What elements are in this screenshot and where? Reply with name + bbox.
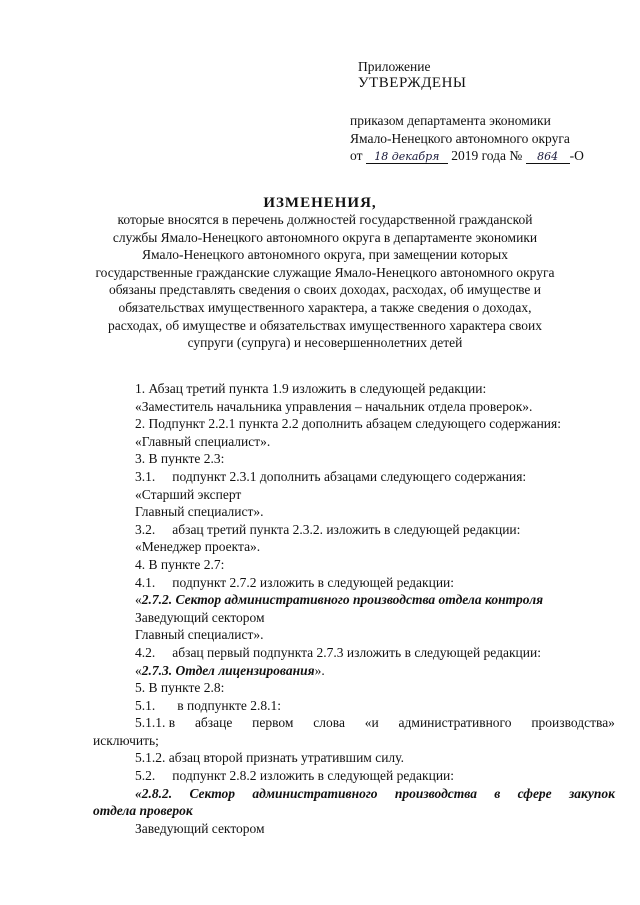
document-title: ИЗМЕНЕНИЯ,: [263, 195, 377, 211]
body-line: Заведующий сектором: [135, 820, 265, 836]
body-line: отдела проверок: [93, 803, 193, 819]
body-line: Главный специалист».: [135, 627, 264, 643]
close-quote: ».: [314, 662, 325, 678]
document-body: [0, 380, 640, 837]
section-heading: 2.7.2. Сектор административного производства отдела контроля: [141, 592, 544, 608]
body-line: «Заместитель начальника управления – начальник отдела проверок».: [135, 398, 533, 414]
item-number: 5.1.: [135, 697, 156, 713]
subtitle-line: супруги (супруга) и несовершеннолетних детей: [187, 335, 463, 351]
body-line: 2. Подпункт 2.2.1 пункта 2.2 дополнить абзацем следующего содержания:: [135, 416, 561, 432]
subtitle-line: которые вносятся в перечень должностей государственной гражданской: [117, 212, 533, 227]
body-line: 1. Абзац третий пункта 1.9 изложить в следующей редакции:: [135, 381, 487, 396]
body-line: [0, 468, 640, 486]
appendix-label: Приложение: [358, 59, 431, 74]
body-line: 3. В пункте 2.3:: [135, 451, 225, 467]
subtitle-line: расходах, об имуществе и обязательствах имущественного характера своих: [108, 317, 542, 333]
body-line: Главный специалист».: [135, 504, 264, 520]
word: сфере: [517, 785, 552, 801]
word: производства: [394, 785, 477, 801]
item-number: 3.1.: [135, 468, 156, 484]
body-line: «Менеджер проекта».: [135, 539, 261, 555]
word: 5.1.1. в: [135, 715, 176, 731]
order-reference: [350, 112, 584, 165]
word: абзаце: [194, 715, 233, 731]
body-line: [0, 574, 640, 592]
word: Сектор: [189, 785, 236, 801]
order-number-handwritten: 864: [537, 150, 559, 163]
order-line-1: приказом департамента экономики: [350, 113, 551, 128]
body-line: исключить;: [93, 732, 159, 748]
approval-block: [358, 58, 467, 92]
order-line-2: Ямало-Ненецкого автономного округа: [350, 130, 570, 146]
item-text: абзац третий пункта 2.3.2. изложить в следующей редакции:: [172, 521, 521, 537]
body-line: [0, 697, 640, 715]
order-line-3: [350, 147, 584, 165]
subtitle-line: службы Ямало-Ненецкого автономного округа в департаменте экономики: [112, 229, 538, 245]
body-line: [0, 591, 640, 609]
subtitle-line: обязательствах имущественного характера, а также сведения о доходах,: [118, 299, 532, 315]
item-text: подпункт 2.3.1 дополнить абзацами следующего содержания:: [172, 468, 527, 484]
subtitle-line: обязаны представлять сведения о своих доходах, расходах, об имуществе и: [108, 282, 542, 298]
item-text: в подпункте 2.8.1:: [177, 697, 282, 713]
subtitle-line: Ямало-Ненецкого автономного округа, при замещении которых: [141, 247, 508, 263]
approved-label: УТВЕРЖДЕНЫ: [358, 75, 467, 91]
order-date-handwritten: 18 декабря: [374, 150, 440, 163]
body-line-justified: [135, 785, 615, 803]
order-date-field: [366, 149, 448, 164]
word: «и: [364, 715, 379, 731]
document-subtitle: [90, 211, 560, 352]
word: в: [494, 785, 501, 801]
word: первом: [252, 715, 294, 731]
word: «2.8.2.: [135, 785, 173, 801]
order-year: 2019 года №: [451, 148, 523, 163]
word: административного: [398, 715, 512, 731]
item-number: 3.2.: [135, 521, 156, 537]
item-text: абзац первый подпункта 2.7.3 изложить в следующей редакции:: [172, 644, 541, 660]
open-quote: «: [135, 592, 142, 608]
word: производства»: [531, 715, 615, 731]
body-line: [0, 644, 640, 662]
body-line: Заведующий сектором: [135, 609, 265, 625]
body-line: 5. В пункте 2.8:: [135, 680, 225, 696]
order-from: от: [350, 148, 363, 163]
body-line: «Старший эксперт: [135, 486, 242, 502]
body-line: [0, 767, 640, 785]
open-quote: «: [135, 662, 142, 678]
word: административного: [252, 785, 378, 801]
item-number: 4.2.: [135, 644, 156, 660]
section-heading: 2.7.3. Отдел лицензирования: [141, 662, 315, 678]
item-number: 5.2.: [135, 768, 156, 784]
item-text: подпункт 2.7.2 изложить в следующей редакции:: [172, 574, 455, 590]
body-line: [0, 521, 640, 539]
order-number-field: [526, 149, 570, 164]
subtitle-line: государственные гражданские служащие Ямало-Ненецкого автономного округа: [95, 264, 555, 280]
item-number: 4.1.: [135, 574, 156, 590]
item-text: подпункт 2.8.2 изложить в следующей редакции:: [172, 768, 455, 784]
body-line-justified: [135, 714, 615, 732]
body-line: 5.1.2. абзац второй признать утратившим силу.: [135, 750, 404, 766]
order-suffix: -О: [569, 148, 584, 163]
body-line: «Главный специалист».: [135, 433, 271, 449]
body-line: [0, 662, 640, 680]
body-line: 4. В пункте 2.7:: [135, 556, 225, 572]
word: слова: [313, 715, 345, 731]
word: закупок: [569, 785, 615, 801]
